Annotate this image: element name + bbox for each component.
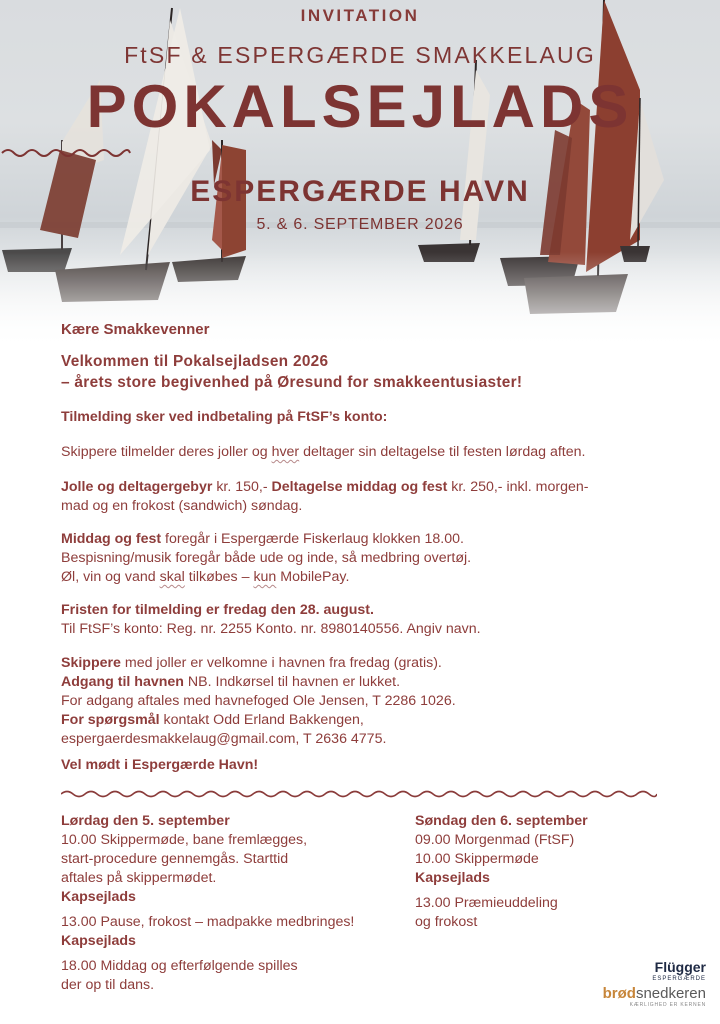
closing-line: Vel mødt i Espergærde Havn! <box>61 757 259 773</box>
deadline-block: Fristen for tilmelding er fredag den 28. august. Til FtSF’s konto: Reg. nr. 2255 Konto. nr. 8980140556. Angiv navn. <box>61 602 481 637</box>
event-date: 5. & 6. SEPTEMBER 2026 <box>256 216 464 233</box>
harbour-block: Skippere med joller er velkomne i havnen fra fredag (gratis). Adgang til havnen NB. Indkørsel til havnen er lukket. For adgang aftales med havnefoged Ole Jensen, T 2286 1026. For spørgsmål kontakt Odd Erland Bakkengen, espergaerdesmakkelaug@gmail.com, T 2636 4775. <box>61 654 651 749</box>
registration-heading: Tilmelding sker ved indbetaling på FtSF’s konto: <box>61 409 388 425</box>
fees-block: Jolle og deltagergebyr kr. 150,- Deltagelse middag og fest kr. 250,- inkl. morgen- mad og en frokost (sandwich) søndag. <box>61 479 589 514</box>
organizers-line: FtSF & ESPERGÆRDE SMAKKELAUG <box>124 42 596 68</box>
saturday-heading: Lørdag den 5. september <box>61 813 230 829</box>
sunday-heading: Søndag den 6. september <box>415 813 588 829</box>
sunday-schedule: Søndag den 6. september 09.00 Morgenmad (FtSF) 10.00 Skippermøde Kapsejlads 13.00 Præmieuddeling og frokost <box>415 812 655 932</box>
event-title: POKALSEJLADS <box>86 73 634 140</box>
contact-email: espergaerdesmakkelaug@gmail.com, T 2636 4775. <box>61 731 387 747</box>
wave-divider <box>61 788 657 800</box>
registration-text: Skippere tilmelder deres joller og hver deltager sin deltagelse til festen lørdag aften. <box>61 444 586 460</box>
hero-photo <box>0 0 720 350</box>
welcome-block <box>61 351 522 393</box>
invitation-kicker: INVITATION <box>300 6 420 25</box>
brodsnedkeren-logo: brødsnedkeren KÆRLIGHED ER KERNEN <box>602 985 706 1008</box>
dinner-block: Middag og fest foregår i Espergærde Fiskerlaug klokken 18.00. Bespisning/musik foregår både ude og inde, så medbring overtøj. Øl, vin og vand skal tilkøbes – kun MobilePay. <box>61 531 472 585</box>
welcome-line-1: Velkommen til Pokalsejladsen 2026 <box>61 353 329 370</box>
welcome-line-2: – årets store begivenhed på Øresund for smakkeentusiaster! <box>61 374 523 391</box>
venue-title: ESPERGÆRDE HAVN <box>190 175 530 208</box>
greeting: Kære Smakkevenner <box>61 321 210 338</box>
saturday-schedule: Lørdag den 5. september 10.00 Skippermøde, bane fremlægges, start-procedure gennemgås. Starttid aftales på skippermødet. Kapsejlads 13.00 Pause, frokost – madpakke medbringes! Kapsejlads 18.00 Middag og efterfølgende spilles der op til dans. <box>61 812 401 995</box>
flugger-logo: Flügger ESPERGÆRDE <box>652 959 706 982</box>
